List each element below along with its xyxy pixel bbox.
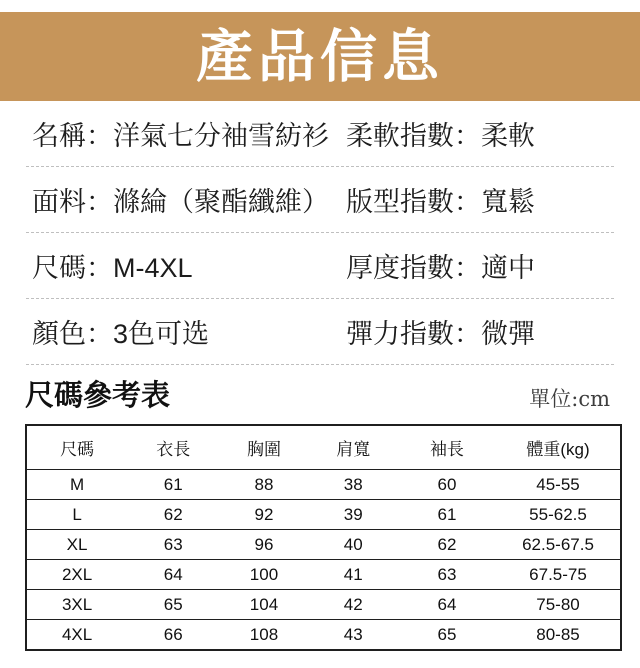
attribute-name — [0, 114, 346, 153]
cell-size: 2XL — [61, 564, 93, 584]
column-header-sleeve: 袖長 — [429, 440, 464, 460]
cell-shoulder: 42 — [343, 594, 363, 614]
attribute-label: 柔軟指數： — [346, 121, 481, 151]
product-attributes — [0, 101, 640, 365]
attribute-label: 厚度指數： — [346, 253, 481, 283]
cell-weight: 62.5-67.5 — [522, 534, 594, 554]
attribute-label: 顏色： — [32, 319, 113, 349]
top-spacer — [0, 0, 640, 12]
column-header-weight: 體重(kg) — [526, 440, 590, 460]
cell-chest: 92 — [254, 504, 274, 524]
cell-size: L — [72, 504, 82, 524]
cell-length: 64 — [163, 564, 183, 584]
attribute-size-range — [0, 246, 346, 285]
cell-size: 3XL — [61, 594, 93, 614]
cell-weight: 67.5-75 — [529, 564, 587, 584]
cell-chest: 88 — [254, 474, 274, 494]
attribute-elasticity — [346, 312, 640, 351]
cell-sleeve: 63 — [437, 564, 457, 584]
unit-label: 單位:cm — [529, 386, 610, 411]
table-row — [26, 560, 621, 590]
table-header-row — [26, 425, 621, 470]
cell-weight: 80-85 — [536, 624, 580, 644]
attribute-value: 適中 — [481, 253, 535, 283]
cell-length: 63 — [163, 534, 183, 554]
cell-sleeve: 65 — [437, 624, 457, 644]
column-header-length: 衣長 — [156, 440, 191, 460]
table-row — [26, 590, 621, 620]
cell-size: 4XL — [61, 624, 93, 644]
cell-length: 65 — [163, 594, 183, 614]
size-reference-section — [0, 365, 640, 651]
banner — [0, 12, 640, 101]
cell-shoulder: 38 — [343, 474, 363, 494]
cell-sleeve: 61 — [437, 504, 457, 524]
attribute-label: 尺碼： — [32, 253, 113, 283]
attribute-value: M-4XL — [113, 253, 193, 283]
cell-length: 66 — [163, 624, 183, 644]
cell-chest: 100 — [249, 564, 279, 584]
cell-weight: 55-62.5 — [529, 504, 587, 524]
cell-length: 62 — [163, 504, 183, 524]
attribute-value: 柔軟 — [481, 121, 535, 151]
column-header-chest: 胸圍 — [246, 440, 281, 460]
cell-shoulder: 40 — [343, 534, 363, 554]
attribute-row-color — [0, 299, 640, 364]
table-row — [26, 530, 621, 560]
attribute-softness — [346, 114, 640, 153]
size-chart-table — [25, 424, 622, 651]
cell-chest: 108 — [249, 624, 279, 644]
size-section-header — [0, 365, 640, 412]
attribute-value: 寬鬆 — [481, 187, 535, 217]
cell-sleeve: 64 — [437, 594, 457, 614]
table-row — [26, 500, 621, 530]
table-row — [26, 470, 621, 500]
attribute-row-name — [0, 101, 640, 166]
attribute-color — [0, 312, 346, 351]
attribute-value: 3色可选 — [113, 319, 210, 349]
attribute-label: 名稱： — [32, 121, 113, 151]
attribute-fabric — [0, 180, 346, 219]
cell-weight: 75-80 — [536, 594, 580, 614]
cell-shoulder: 43 — [343, 624, 363, 644]
cell-size: M — [69, 474, 85, 494]
attribute-label: 彈力指數： — [346, 319, 481, 349]
attribute-value: 洋氣七分袖雪紡衫 — [113, 121, 329, 151]
attribute-fit — [346, 180, 640, 219]
attribute-row-size — [0, 233, 640, 298]
cell-size: XL — [66, 534, 88, 554]
size-section-title: 尺碼參考表 — [25, 378, 171, 412]
column-header-size: 尺碼 — [60, 440, 95, 460]
column-header-shoulder: 肩寬 — [336, 440, 371, 460]
attribute-value: 滌綸（聚酯纖維） — [113, 187, 329, 217]
cell-length: 61 — [163, 474, 183, 494]
cell-chest: 104 — [249, 594, 279, 614]
cell-weight: 45-55 — [536, 474, 580, 494]
cell-shoulder: 41 — [343, 564, 363, 584]
cell-sleeve: 60 — [437, 474, 457, 494]
cell-sleeve: 62 — [437, 534, 457, 554]
attribute-value: 微彈 — [481, 319, 535, 349]
attribute-label: 面料： — [32, 187, 113, 217]
attribute-label: 版型指數： — [346, 187, 481, 217]
table-row — [26, 620, 621, 650]
attribute-row-fabric — [0, 167, 640, 232]
cell-chest: 96 — [254, 534, 274, 554]
cell-shoulder: 39 — [343, 504, 363, 524]
attribute-thickness — [346, 246, 640, 285]
page-title: 產品信息 — [196, 23, 444, 90]
